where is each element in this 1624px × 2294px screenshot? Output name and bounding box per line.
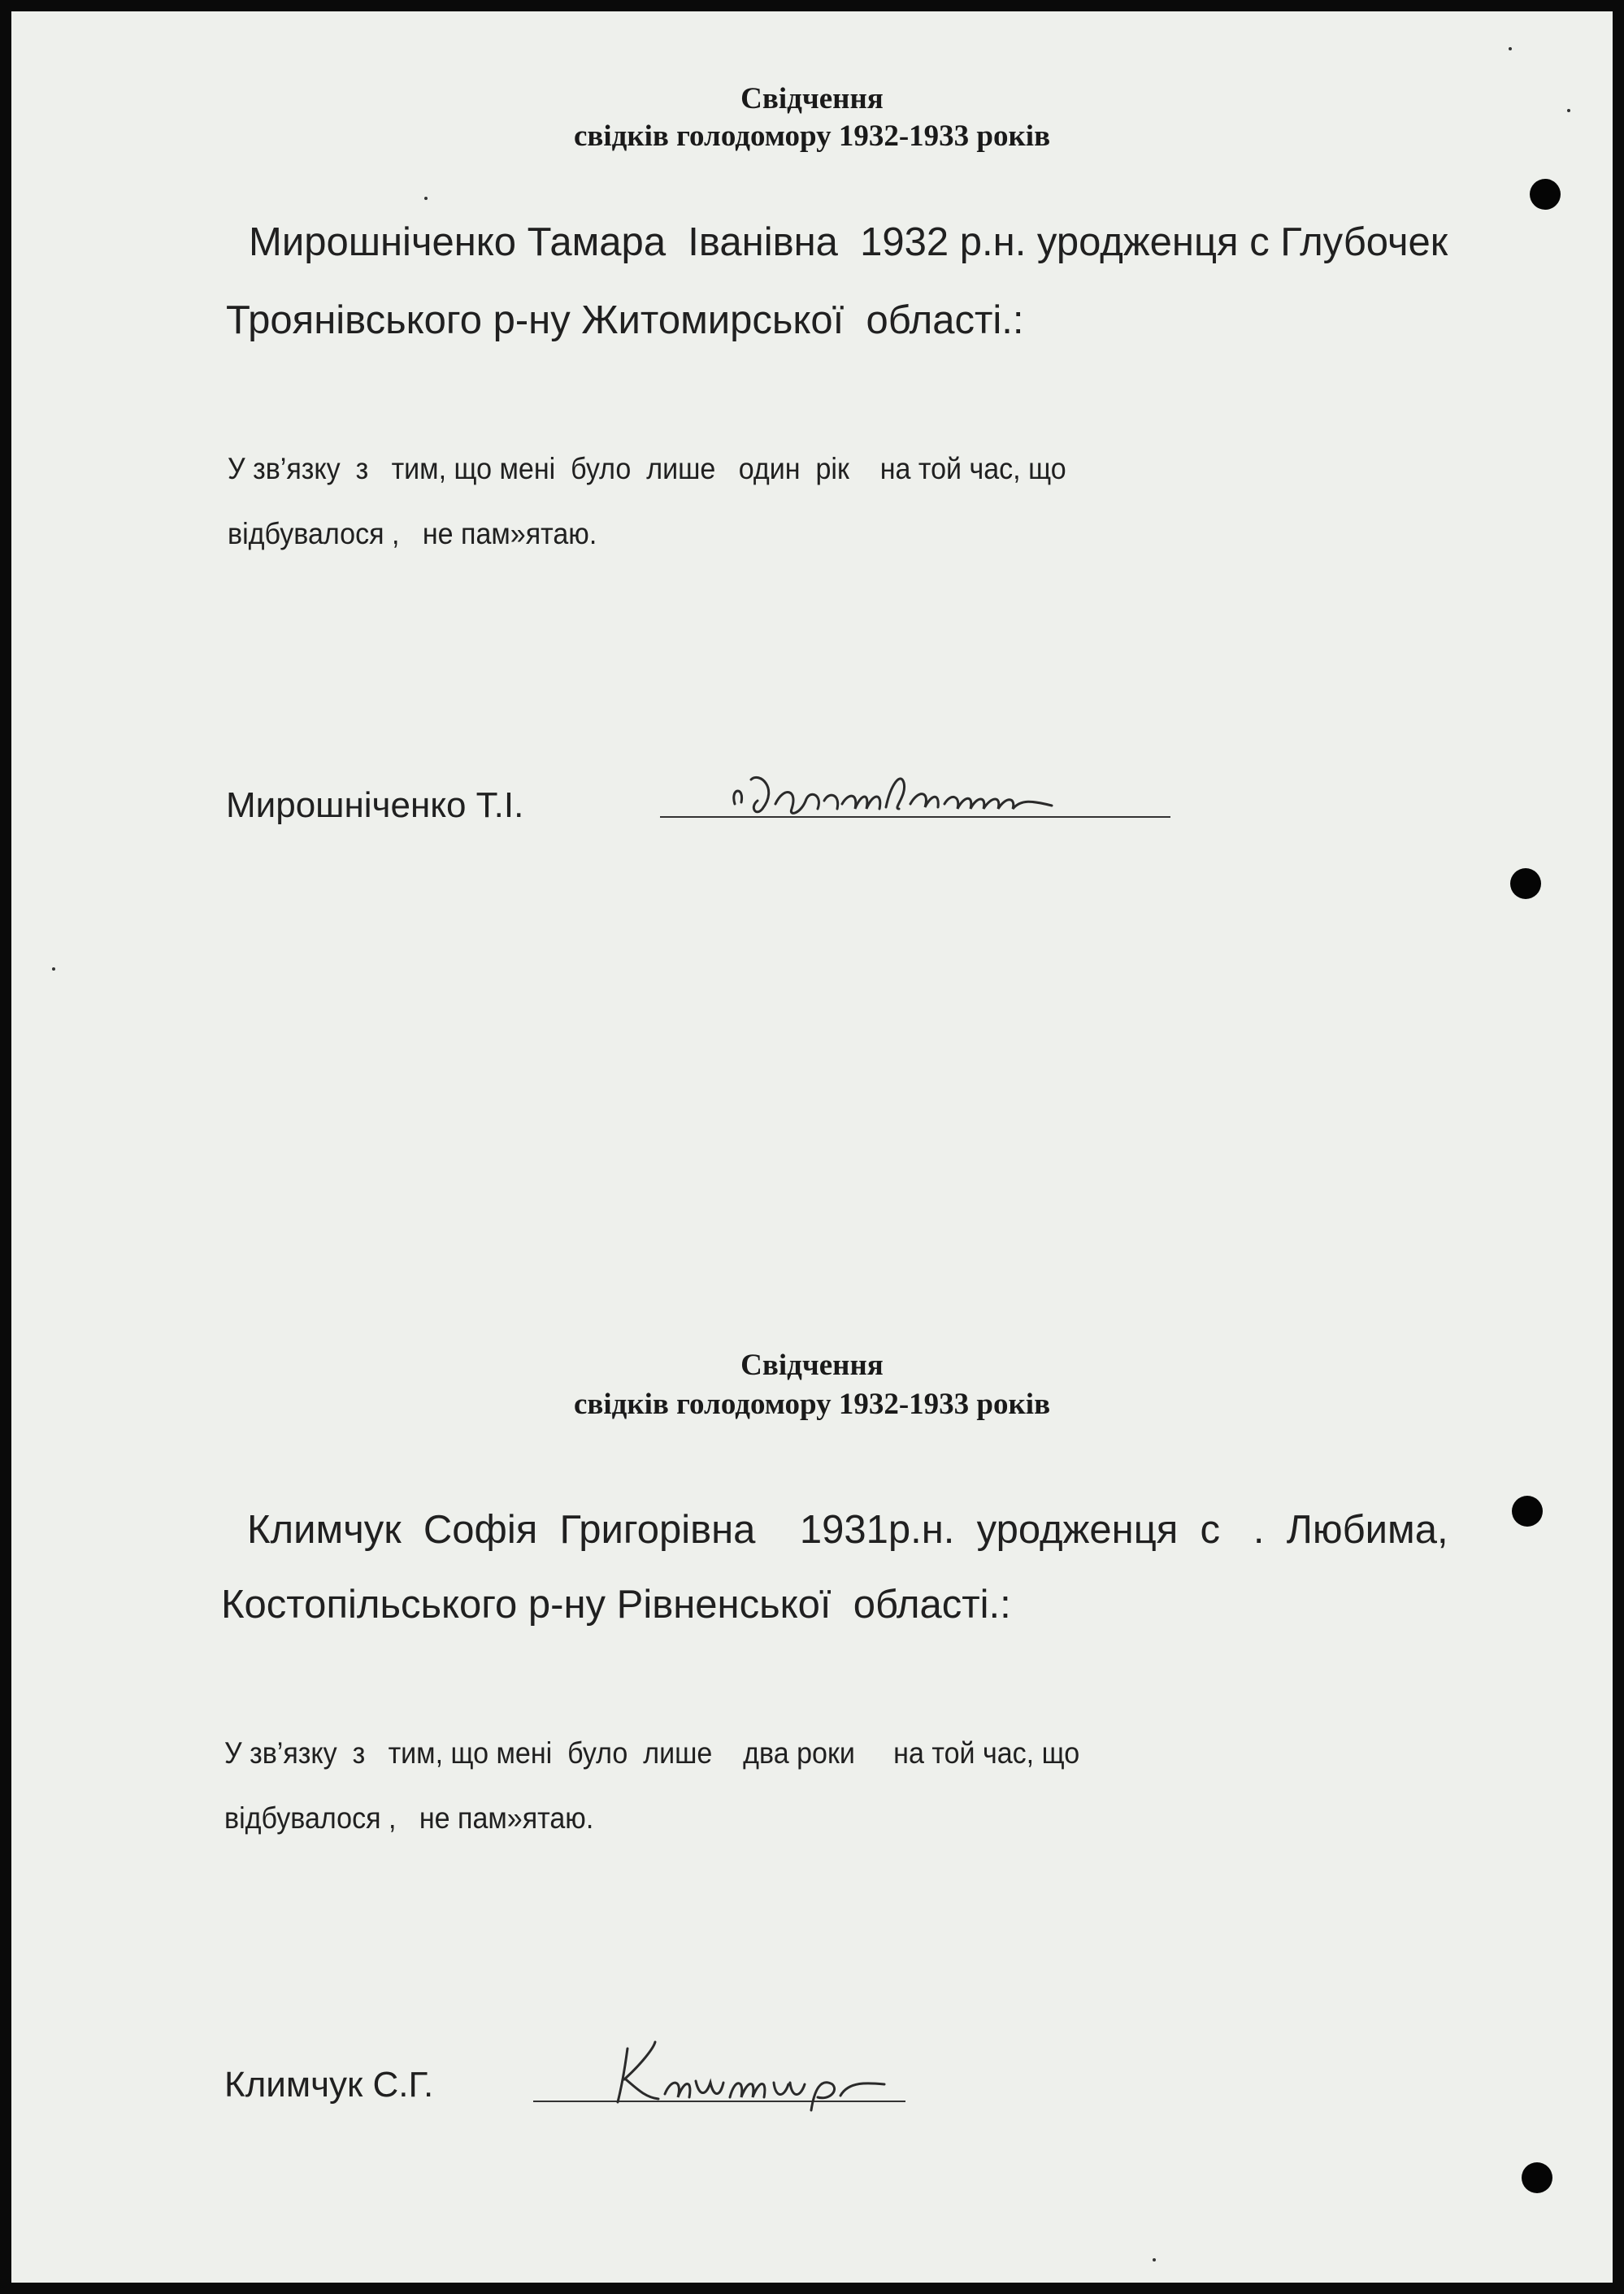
signer-name: Мирошніченко Т.І.	[226, 785, 524, 825]
statement-line-2: відбувалося , не пам»ятаю.	[228, 517, 597, 550]
paper-speck	[1567, 109, 1570, 112]
statement-line-1: У зв’язку з тим, що мені було лише два роки на той час, що	[224, 1736, 1080, 1770]
paper-speck	[1153, 2258, 1156, 2261]
intro-line-1: Климчук Софія Григорівна 1931р.н. уродженця с . Любима,	[247, 1508, 1448, 1552]
intro-line-1: Мирошніченко Тамара Іванівна 1932 р.н. уродженця с Глубочек	[249, 220, 1448, 264]
paper-speck	[1509, 47, 1512, 50]
testimony-subtitle: свідків голодомору 1932-1933 років	[573, 1388, 1051, 1421]
paper-speck	[52, 967, 55, 971]
document-page	[11, 11, 1613, 2283]
handwritten-signature	[727, 771, 1149, 828]
statement-line-1: У зв’язку з тим, що мені було лише один рік на той час, що	[228, 452, 1066, 485]
punch-hole	[1530, 179, 1561, 210]
punch-hole	[1522, 2162, 1552, 2193]
testimony-title: Свідчення	[740, 1349, 884, 1382]
punch-hole	[1510, 868, 1541, 899]
testimony-title: Свідчення	[740, 82, 884, 115]
signer-name: Климчук С.Г.	[224, 2065, 434, 2105]
paper-speck	[424, 197, 428, 200]
intro-line-2: Костопільського р-ну Рівненської області.:	[221, 1583, 1011, 1627]
testimony-subtitle: свідків голодомору 1932-1933 років	[573, 119, 1051, 153]
handwritten-signature	[608, 2032, 982, 2114]
intro-line-2: Троянівського р-ну Житомирської області.:	[226, 298, 1024, 342]
punch-hole	[1512, 1496, 1543, 1527]
statement-line-2: відбувалося , не пам»ятаю.	[224, 1801, 594, 1835]
